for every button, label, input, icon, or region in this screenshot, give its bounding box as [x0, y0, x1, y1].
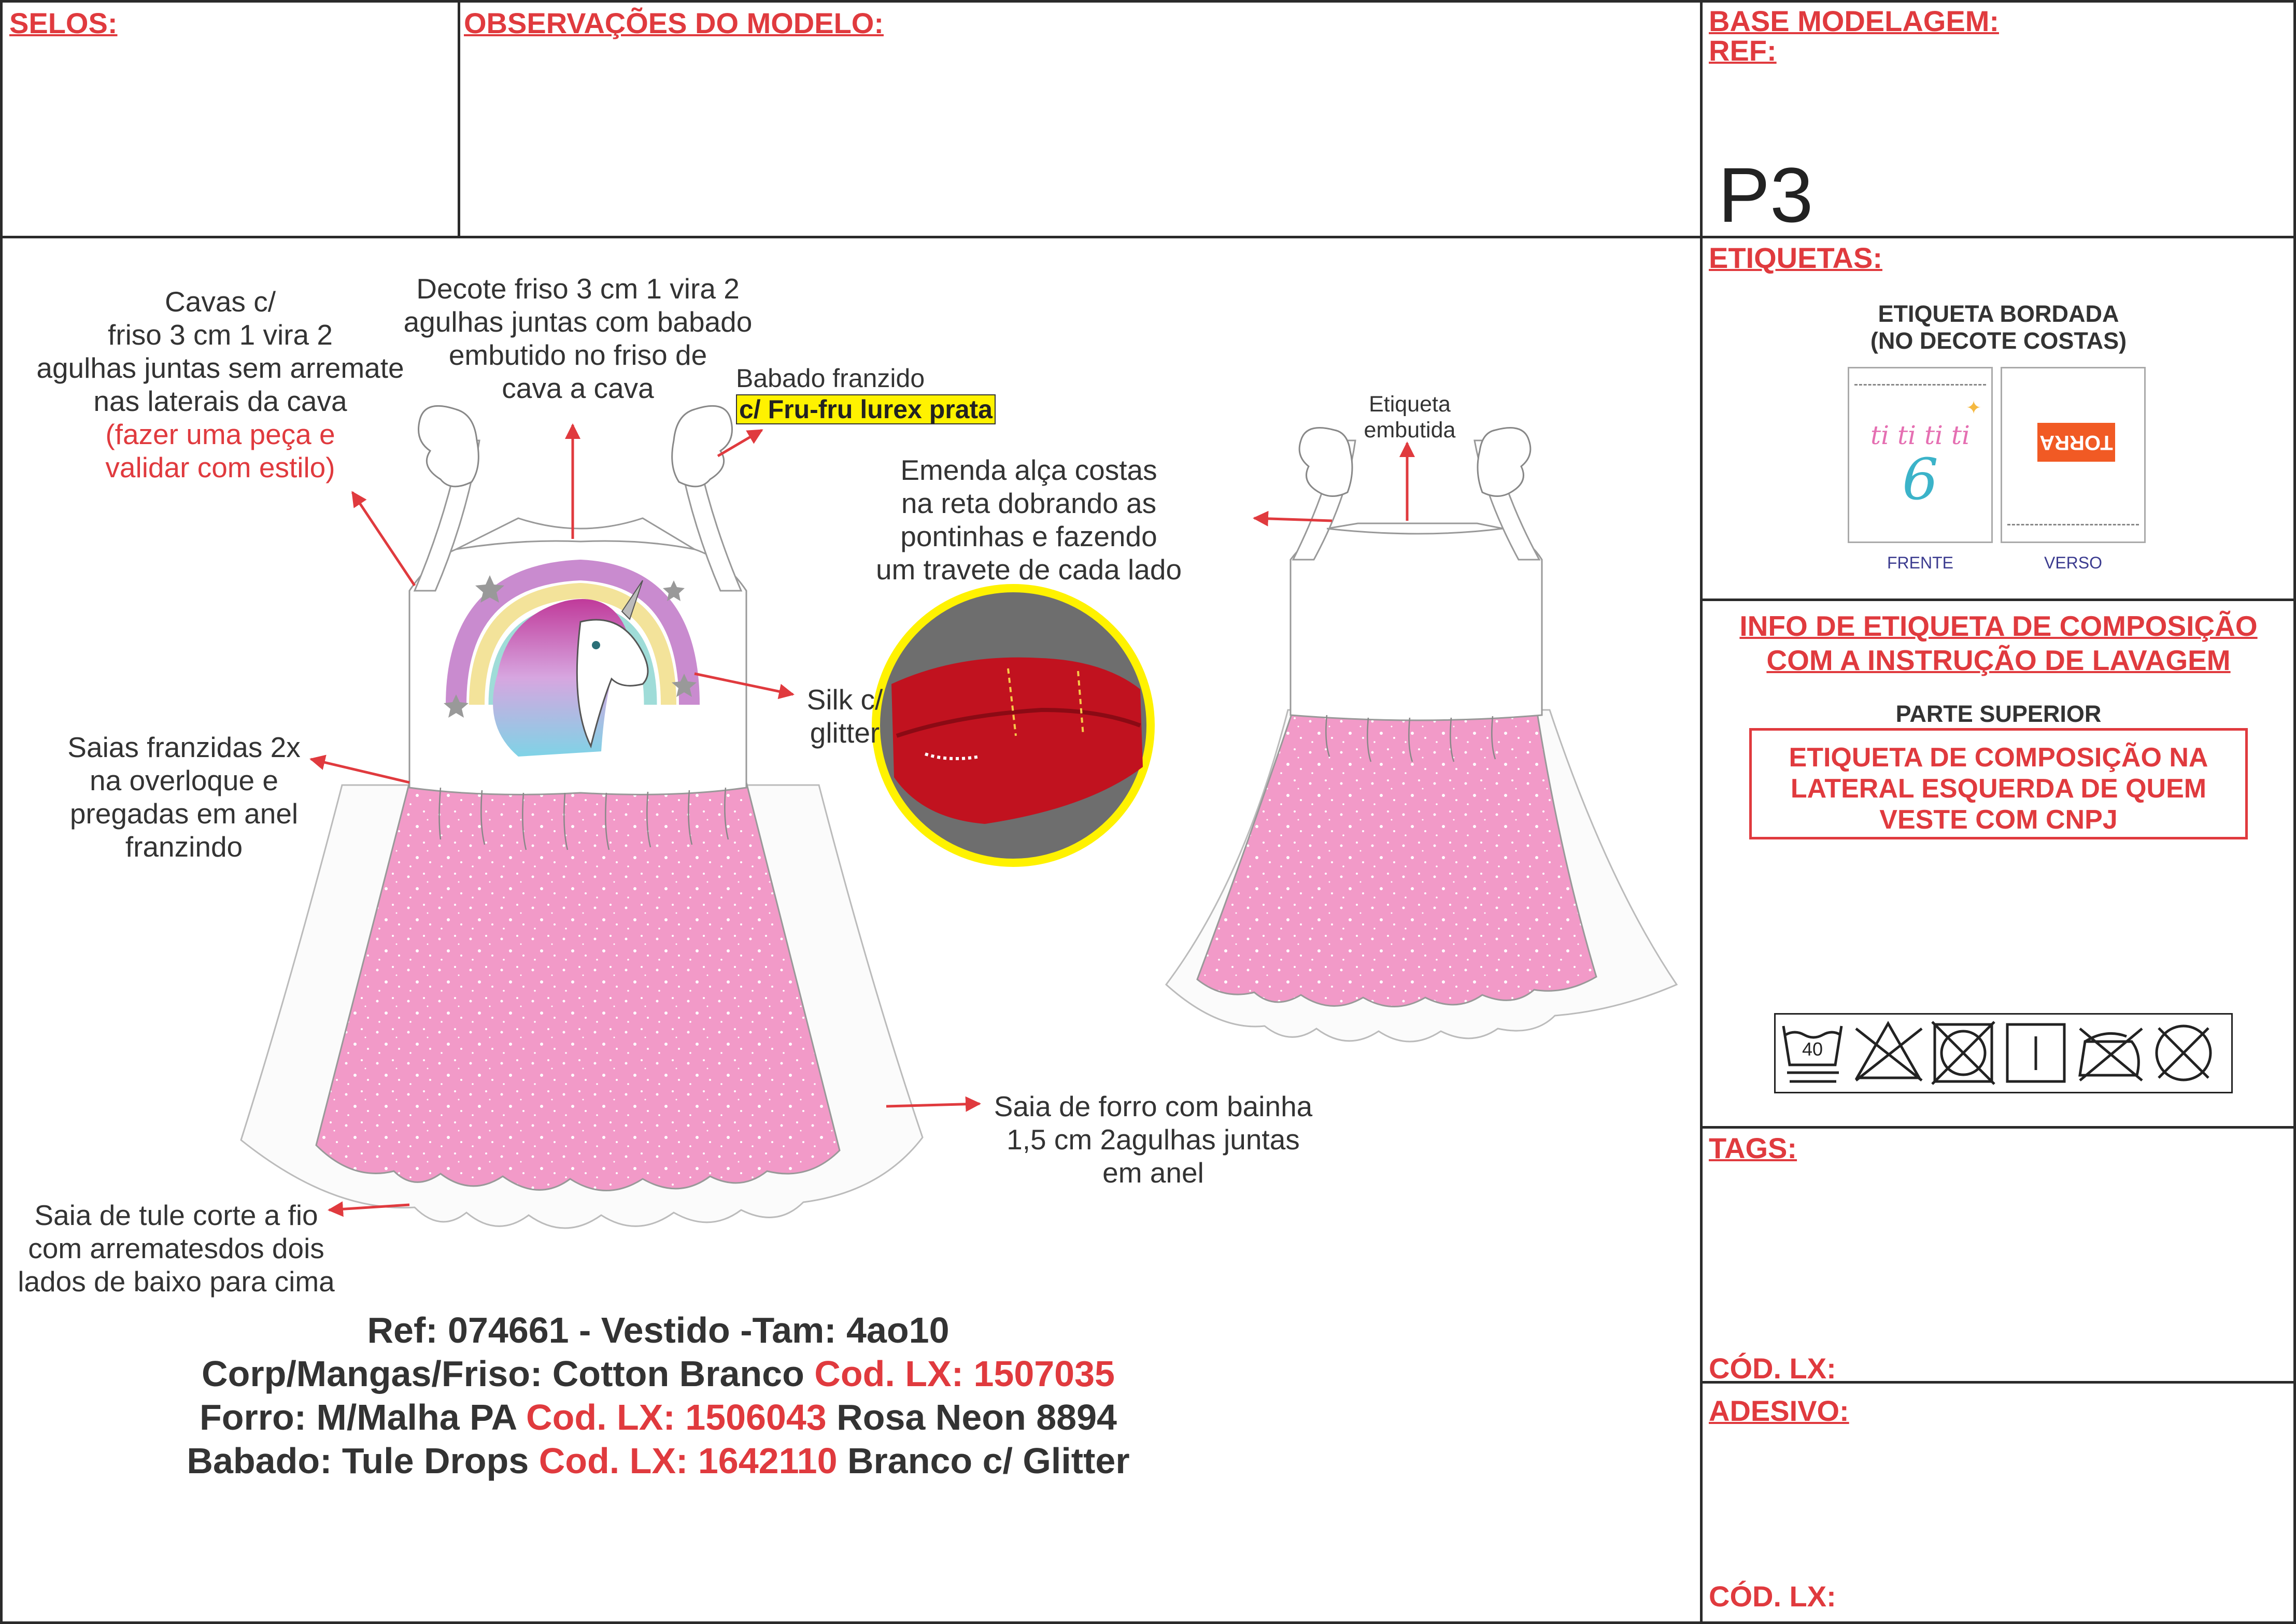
- front-caption: FRENTE: [1887, 553, 1953, 572]
- note-decote-line3: embutido no friso de: [448, 339, 707, 371]
- brand-label-back: [2001, 367, 2146, 543]
- spec-line2-code: Cod. LX: 1507035: [814, 1354, 1115, 1394]
- note-saias-line1: Saias franzidas 2x: [67, 731, 301, 763]
- back-bodice: [1291, 523, 1542, 720]
- note-cavas-red-line1: (fazer uma peça e: [105, 418, 335, 450]
- note-cavas-line1: Cavas c/: [165, 286, 276, 318]
- divider-tags: [1701, 1126, 2296, 1129]
- note-babado-line1: Babado franzido: [736, 364, 925, 393]
- size-code: P3: [1718, 151, 1813, 238]
- embroidered-title: [1701, 301, 2296, 354]
- spec-line4-color: Branco c/ Glitter: [837, 1441, 1130, 1481]
- note-etiqueta-line2: embutida: [1364, 418, 1456, 443]
- parte-superior-label: PARTE SUPERIOR: [1895, 701, 2102, 727]
- composition-title-line2: COM A INSTRUÇÃO DE LAVAGEM: [1766, 644, 2231, 676]
- note-babado-highlight: c/ Fru-fru lurex prata: [736, 394, 996, 424]
- note-etiqueta-line1: Etiqueta: [1369, 392, 1451, 417]
- spec-line3-code: Cod. LX: 1506043: [526, 1397, 827, 1437]
- spec-line3: [0, 1395, 1316, 1439]
- note-saias-line3: pregadas em anel: [69, 797, 299, 830]
- spec-line4: [0, 1439, 1316, 1483]
- note-emenda: [850, 453, 1208, 586]
- note-decote: [378, 272, 777, 405]
- spec-line4-code: Cod. LX: 1642110: [538, 1441, 838, 1481]
- note-forro-line1: Saia de forro com bainha: [994, 1090, 1313, 1122]
- no-dry-clean-icon: [2157, 1026, 2210, 1080]
- note-cavas-line2: friso 3 cm 1 vira 2: [107, 319, 333, 351]
- note-decote-line2: agulhas juntas com babado: [403, 306, 753, 338]
- note-saias-line4: franzindo: [125, 831, 243, 863]
- spec-line3-color: Rosa Neon 8894: [826, 1397, 1117, 1437]
- embroidered-title-line1: ETIQUETA BORDADA: [1878, 301, 2119, 327]
- composition-title-line1: INFO DE ETIQUETA DE COMPOSIÇÃO: [1739, 610, 2258, 642]
- etiquetas-header: ETIQUETAS:: [1709, 241, 1882, 274]
- note-forro-line3: em anel: [1102, 1157, 1204, 1189]
- label-fold-line-back: [2007, 524, 2139, 525]
- back-caption: VERSO: [2044, 553, 2103, 572]
- composition-box-line3: VESTE COM CNPJ: [1879, 805, 2118, 835]
- no-iron-icon: [2080, 1029, 2142, 1080]
- no-bleach-icon: [1856, 1023, 1922, 1080]
- note-cavas-line3: agulhas juntas sem arremate: [36, 352, 404, 384]
- embroidered-title-line2: (NO DECOTE COSTAS): [1870, 327, 2127, 354]
- label-fold-line: [1854, 384, 1986, 386]
- brand-front-text: ti ti ti ti: [1870, 420, 1971, 450]
- note-emenda-line1: Emenda alça costas: [900, 454, 1157, 486]
- note-babado: [736, 363, 996, 425]
- composition-box-line2: LATERAL ESQUERDA DE QUEM: [1790, 774, 2207, 804]
- front-dress: [241, 406, 923, 1228]
- care-symbols: [1774, 1013, 2233, 1093]
- divider-right-column: [1700, 0, 1703, 1624]
- spec-line2: [0, 1352, 1316, 1395]
- adesivo-header: ADESIVO:: [1709, 1394, 1849, 1427]
- wash-40-icon: [1783, 1026, 1841, 1081]
- composition-box: [1749, 728, 2248, 839]
- note-silk: [793, 683, 897, 749]
- note-cavas-line4: nas laterais da cava: [93, 385, 347, 417]
- brand-label-front: [1848, 367, 1993, 543]
- line-dry-icon: [2007, 1024, 2064, 1081]
- spec-line3-text: Forro: M/Malha PA: [200, 1397, 527, 1437]
- strap-detail-photo: [876, 588, 1151, 863]
- back-dress: [1166, 428, 1677, 1042]
- note-decote-line1: Decote friso 3 cm 1 vira 2: [416, 273, 740, 305]
- note-decote-line4: cava a cava: [502, 372, 654, 404]
- divider-composition: [1701, 599, 2296, 601]
- note-saias-line2: na overloque e: [90, 764, 278, 796]
- composition-box-line1: ETIQUETA DE COMPOSIÇÃO NA: [1789, 743, 2208, 773]
- note-saias: [47, 731, 321, 863]
- note-tule-line1: Saia de tule corte a fio: [34, 1199, 318, 1231]
- front-right-ruffle: [672, 406, 732, 487]
- brand-front-number: 6: [1902, 446, 1938, 512]
- tags-header: TAGS:: [1709, 1132, 1797, 1164]
- note-forro: [974, 1090, 1332, 1189]
- adesivo-cod-label: CÓD. LX:: [1709, 1580, 1836, 1613]
- spec-line4-text: Babado: Tule Drops: [187, 1441, 539, 1481]
- note-tule-line3: lados de baixo para cima: [18, 1265, 335, 1298]
- torra-logo: [2037, 423, 2115, 462]
- spec-line1: Ref: 074661 - Vestido -Tam: 4ao10: [367, 1310, 949, 1350]
- note-emenda-line3: pontinhas e fazendo: [900, 520, 1157, 552]
- note-tule-line2: com arrematesdos dois: [28, 1232, 324, 1264]
- note-forro-line2: 1,5 cm 2agulhas juntas: [1007, 1123, 1300, 1156]
- base-modelagem-header: BASE MODELAGEM:: [1709, 5, 1999, 37]
- selos-header: SELOS:: [9, 7, 118, 39]
- tags-cod-label: CÓD. LX:: [1709, 1352, 1836, 1385]
- back-pink-skirt: [1197, 710, 1596, 1007]
- note-cavas-red-line2: validar com estilo): [105, 451, 335, 483]
- note-tule: [5, 1199, 347, 1298]
- observacoes-header: OBSERVAÇÕES DO MODELO:: [464, 7, 884, 39]
- note-emenda-line4: um travete de cada lado: [875, 553, 1182, 586]
- spec-line2-text: Corp/Mangas/Friso: Cotton Branco: [202, 1354, 815, 1394]
- note-emenda-line2: na reta dobrando as: [901, 487, 1157, 519]
- note-cavas: [10, 285, 430, 484]
- brand-back-text: TORRA: [2039, 431, 2113, 454]
- composition-title: [1701, 609, 2296, 677]
- note-silk-line2: glitter: [810, 717, 880, 749]
- note-etiqueta: [1342, 391, 1477, 443]
- wash-temp-text: 40: [1802, 1038, 1823, 1060]
- note-silk-line1: Silk c/: [806, 683, 883, 716]
- sparkle-icon: ✦: [1966, 397, 1982, 418]
- spec-block: [0, 1308, 1316, 1483]
- ref-header: REF:: [1709, 34, 1777, 67]
- no-tumble-dry-icon: [1932, 1022, 1994, 1084]
- front-pink-skirt: [316, 782, 840, 1191]
